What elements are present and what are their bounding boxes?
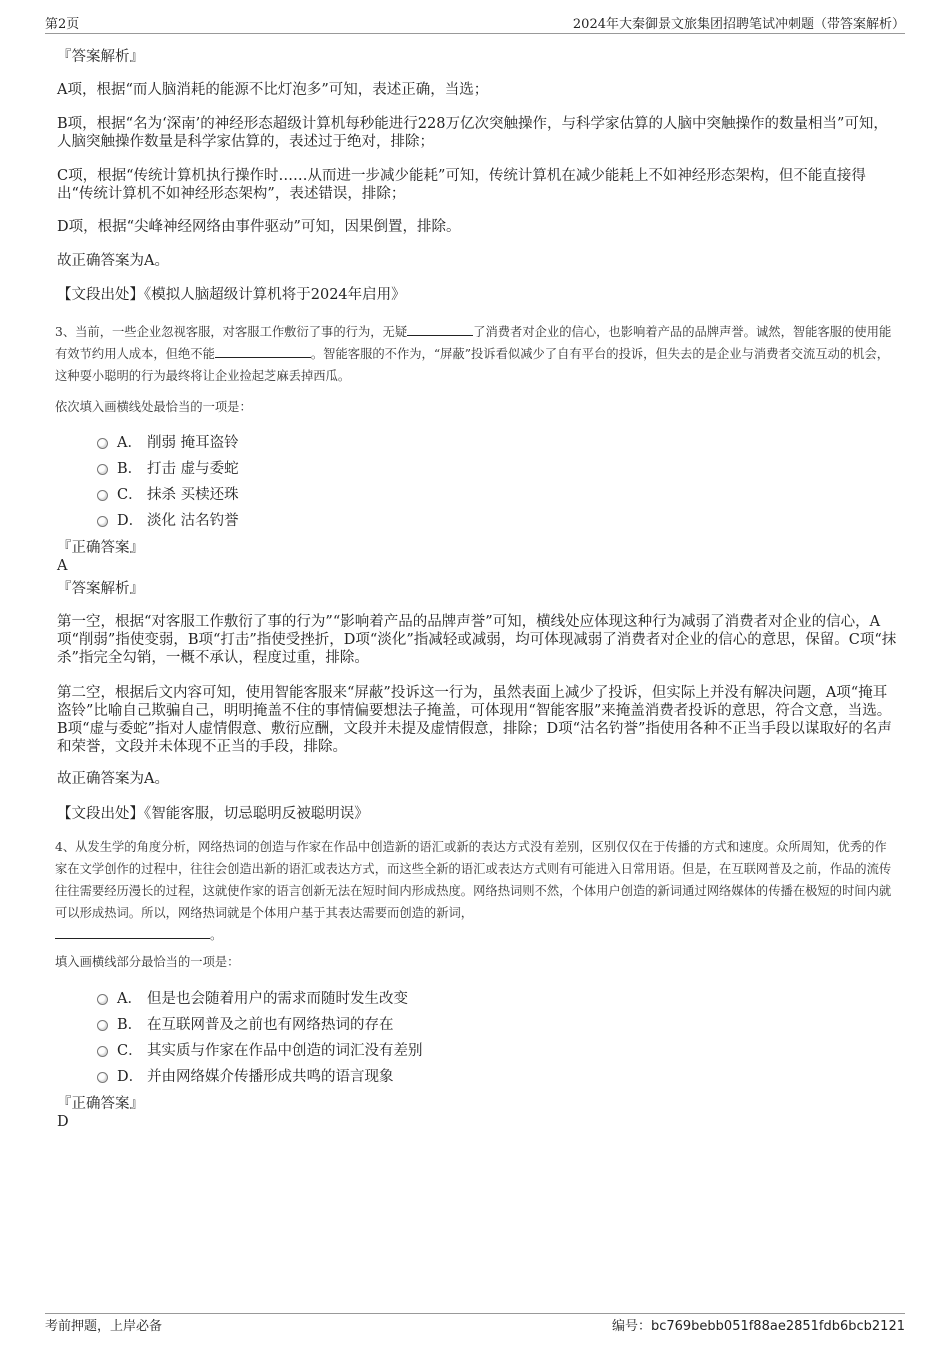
page-footer: [45, 1313, 905, 1334]
option-b[interactable]: B． 在互联网普及之前也有网络热词的存在: [97, 1016, 394, 1034]
question-3-stem: 3、当前，一些企业忽视客服，对客服工作敷衍了事的行为，无疑 了消费者对企业的信心，也影响着产品的品牌声誉。诚然，智能客服的使用能有效节约用人成本，但绝不能 。智能客服的不作为，“屏蔽”投诉看似减少了自有平台的投诉，但失去的是企业与消费者交流互动的机会，这种耍小聪明的行为最终将让企业捡起芝麻丢掉西瓜。: [55, 325, 892, 383]
analysis-label: 『答案解析』: [57, 581, 144, 597]
analysis-label: 『答案解析』: [57, 49, 144, 65]
question-3-prompt: 依次填入画横线处最恰当的一项是：: [55, 400, 252, 414]
question-4-stem: 4、从发生学的角度分析，网络热词的创造与作家在作品中创造新的语汇或新的表达方式没有差别，区别仅仅在于传播的方式和速度。众所周知，优秀的作家在文学创作的过程中，往往会创造出新的语汇或表达方式，而这些全新的语汇或表达方式则有可能进入日常用语。但是，在互联网普及之前，作品的流传往往需要经历漫长的过程，这就使作家的语言创新无法在短时间内形成热度。网络热词则不然，个体用户创造的新词通过网络媒体的传播在极短的时间内就可以形成热词。所以，网络热词就是个体用户基于其表达需要而创造的新词， 。: [55, 840, 892, 942]
radio-icon[interactable]: [97, 438, 108, 449]
answer-conclusion: 故正确答案为A。: [57, 253, 169, 269]
radio-icon[interactable]: [97, 1020, 108, 1031]
correct-answer: D: [57, 1114, 69, 1130]
radio-icon[interactable]: [97, 1046, 108, 1057]
analysis-paragraph-2: 第二空，根据后文内容可知，使用智能客服来“屏蔽”投诉这一行为，虽然表面上减少了投诉，但实际上并没有解决问题，A项“掩耳盗铃”比喻自己欺骗自己，明明掩盖不住的事情偏要想法子掩盖，可体现用“智能客服”来掩盖消费者投诉的意思，符合文意，当选。B项“虚与委蛇”指对人虚情假意、敷衍应酬，文段并未提及虚情假意，排除；D项“沽名钓誉”指使用各种不正当手段以谋取好的名声和荣誉，文段并未体现不正当的手段，排除。: [57, 685, 892, 755]
radio-icon[interactable]: [97, 490, 108, 501]
analysis-line-a: A项，根据“而人脑消耗的能源不比灯泡多”可知，表述正确，当选；: [57, 82, 489, 98]
answer-conclusion: 故正确答案为A。: [57, 771, 169, 787]
footer-slogan: 考前押题，上岸必备: [45, 1319, 163, 1334]
option-a[interactable]: A． 削弱 掩耳盗铃: [97, 434, 239, 452]
option-d[interactable]: D． 并由网络媒介传播形成共鸣的语言现象: [97, 1068, 394, 1086]
question-4-prompt: 填入画横线部分最恰当的一项是：: [55, 955, 240, 969]
radio-icon[interactable]: [97, 516, 108, 527]
footer-code: 编号：bc769bebb051f88ae2851fdb6bcb2121: [611, 1319, 905, 1334]
correct-answer: A: [57, 558, 68, 574]
radio-icon[interactable]: [97, 464, 108, 475]
source-citation: 【文段出处】《智能客服，切忌聪明反被聪明误》: [57, 806, 369, 822]
option-d[interactable]: D． 淡化 沽名钓誉: [97, 512, 239, 530]
analysis-line-c: C项，根据“传统计算机执行操作时……从而进一步减少能耗”可知，传统计算机在减少能耗上不如神经形态架构，但不能直接得出“传统计算机不如神经形态架构”，表述错误，排除；: [57, 168, 866, 202]
page-header: [45, 13, 905, 34]
option-c[interactable]: C． 其实质与作家在作品中创造的词汇没有差别: [97, 1042, 423, 1060]
document-title: 2024年大秦御景文旅集团招聘笔试冲刺题（带答案解析）: [572, 17, 905, 32]
blank-line: [215, 345, 311, 358]
analysis-line-b: B项，根据“名为‘深南’的神经形态超级计算机每秒能进行228万亿次突触操作，与科学家估算的人脑中突触操作的数量相当”可知，人脑突触操作数量是科学家估算的，表述过于绝对，排除；: [57, 116, 888, 150]
option-c[interactable]: C． 抹杀 买椟还珠: [97, 486, 239, 504]
correct-answer-label: 『正确答案』: [57, 1096, 144, 1112]
correct-answer-label: 『正确答案』: [57, 540, 144, 556]
source-citation: 【文段出处】《模拟人脑超级计算机将于2024年启用》: [57, 287, 406, 303]
page-number: 第2页: [45, 17, 80, 32]
blank-line: [407, 323, 473, 336]
analysis-paragraph-1: 第一空，根据“对客服工作敷衍了事的行为”“影响着产品的品牌声誉”可知，横线处应体现这种行为减弱了消费者对企业的信心，A项“削弱”指使变弱，B项“打击”指使受挫折，D项“淡化”指减轻或减弱，均可体现减弱了消费者对企业的信心的意思，保留。C项“抹杀”指完全勾销，一概不承认，程度过重，排除。: [57, 614, 897, 666]
analysis-line-d: D项，根据“尖峰神经网络由事件驱动”可知，因果倒置，排除。: [57, 219, 461, 235]
blank-line: [55, 926, 210, 939]
option-a[interactable]: A． 但是也会随着用户的需求而随时发生改变: [97, 990, 408, 1008]
radio-icon[interactable]: [97, 994, 108, 1005]
option-b[interactable]: B． 打击 虚与委蛇: [97, 460, 239, 478]
radio-icon[interactable]: [97, 1072, 108, 1083]
